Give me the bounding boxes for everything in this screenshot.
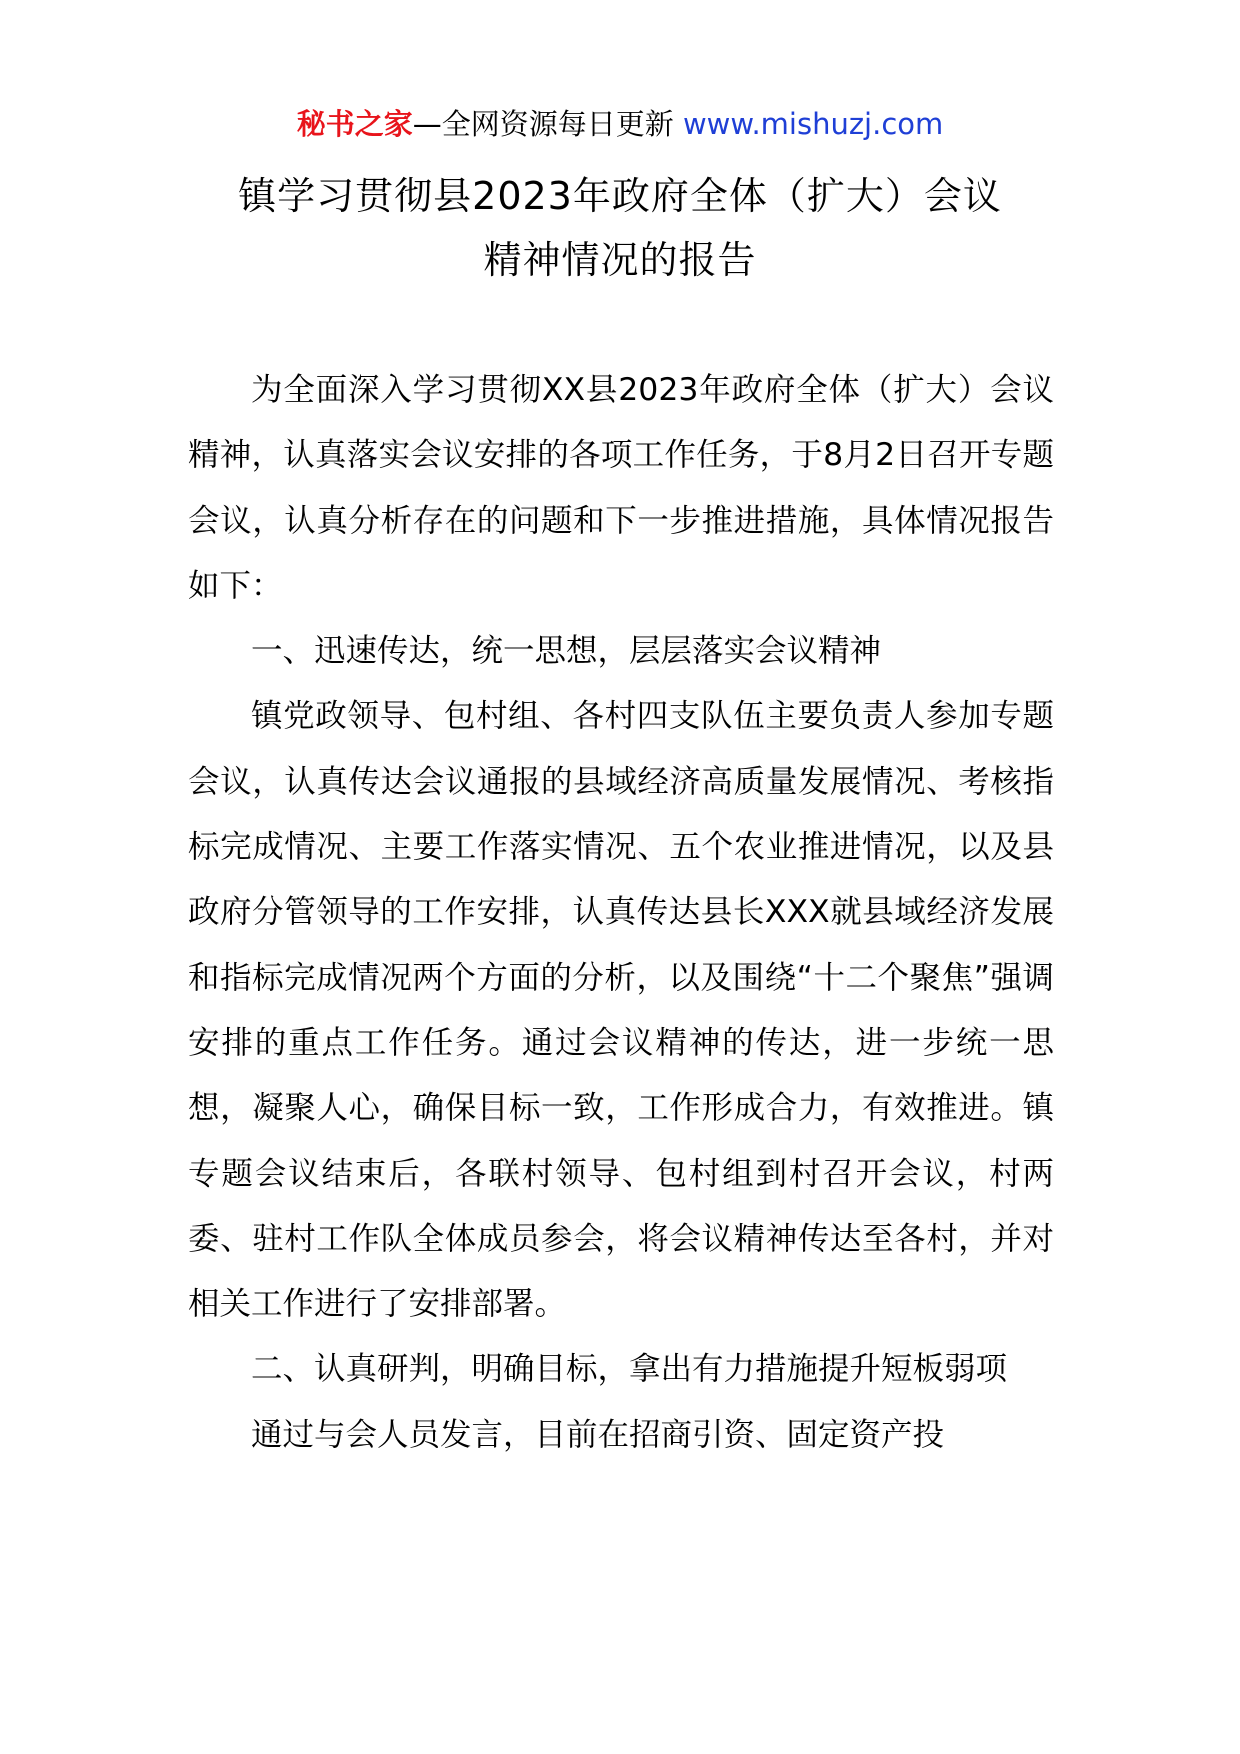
title-line-1: 镇学习贯彻县2023年政府全体（扩大）会议 [238,174,1002,218]
paragraph-section-2: 通过与会人员发言，目前在招商引资、固定资产投 [251,1416,945,1453]
site-url-link[interactable]: www.mishuzj.com [682,107,944,141]
title-line-2: 精神情况的报告 [483,238,757,282]
section-heading-1: 一、迅速传达，统一思想，层层落实会议精神 [251,633,882,670]
site-header [0,104,1240,144]
header-tagline: —全网资源每日更新 [412,107,683,141]
document-title [150,164,1090,292]
document-body [188,358,1054,1468]
section-heading-2: 二、认真研判，明确目标，拿出有力措施提升短板弱项 [251,1351,1008,1388]
paragraph-intro: 为全面深入学习贯彻XX县2023年政府全体（扩大）会议精神，认真落实会议安排的各项工作任务，于8月2日召开专题会议，认真分析存在的问题和下一步推进措施，具体情况报告如下： [188,372,1054,604]
paragraph-section-1: 镇党政领导、包村组、各村四支队伍主要负责人参加专题会议，认真传达会议通报的县域经济高质量发展情况、考核指标完成情况、主要工作落实情况、五个农业推进情况，以及县政府分管领导的工作安排，认真传达县长XXX就县域经济发展和指标完成情况两个方面的分析，以及围绕“十二个聚焦”强调安排的重点工作任务。通过会议精神的传达，进一步统一思想，凝聚人心，确保目标一致，工作形成合力，有效推进。镇专题会议结束后，各联村领导、包村组到村召开会议，村两委、驻村工作队全体成员参会，将会议精神传达至各村，并对相关工作进行了安排部署。 [188,698,1054,1323]
brand-name: 秘书之家 [296,107,413,141]
